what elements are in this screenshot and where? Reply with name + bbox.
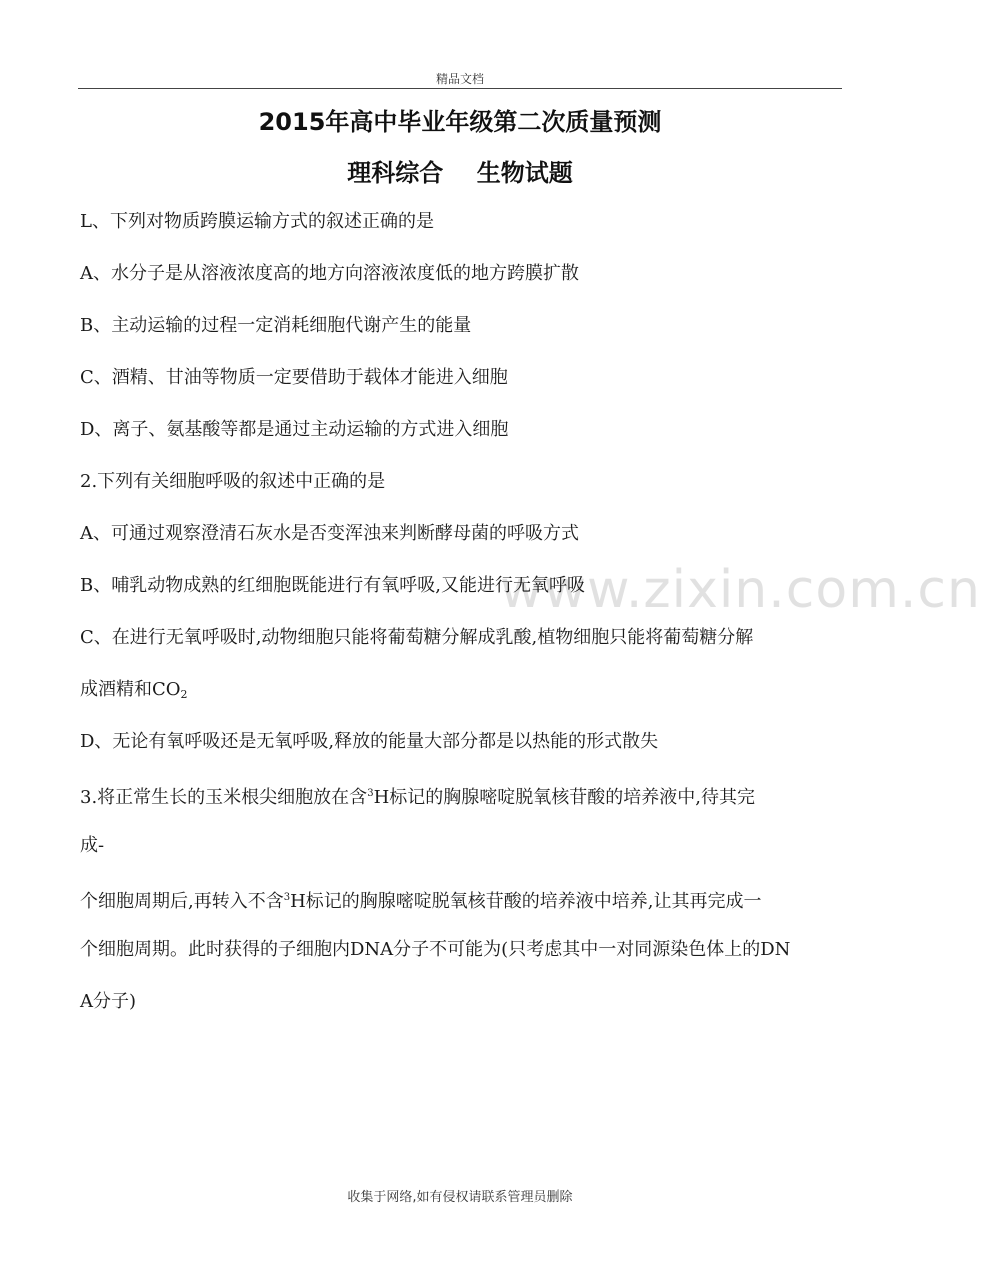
- question-2-option-b: B、哺乳动物成熟的红细胞既能进行有氧呼吸,又能进行无氧呼吸: [80, 575, 585, 596]
- question-2-option-c-line2-text: 成酒精和CO: [80, 679, 181, 700]
- question-1-option-a: A、水分子是从溶液浓度高的地方向溶液浓度低的地方跨膜扩散: [80, 263, 579, 284]
- document-title: 2015年高中毕业年级第二次质量预测: [258, 108, 662, 136]
- question-3-line5: A分子): [80, 991, 137, 1012]
- document-subtitle: 理科综合 生物试题: [347, 159, 573, 187]
- question-3-line1-suffix: H标记的胸腺嘧啶脱氧核苷酸的培养液中,待其完: [373, 787, 755, 808]
- question-2-option-d: D、无论有氧呼吸还是无氧呼吸,释放的能量大部分都是以热能的形式散失: [80, 731, 659, 752]
- page-footer-label: 收集于网络,如有侵权请联系管理员删除: [347, 1190, 573, 1205]
- isotope-superscript: 3: [367, 788, 374, 799]
- question-1-option-d: D、离子、氨基酸等都是通过主动运输的方式进入细胞: [80, 419, 509, 440]
- question-3-line1: [80, 782, 755, 810]
- question-2-option-c-line1: C、在进行无氧呼吸时,动物细胞只能将葡萄糖分解成乳酸,植物细胞只能将葡萄糖分解: [80, 627, 754, 648]
- question-3-line3: [80, 886, 762, 914]
- question-1-option-c: C、酒精、甘油等物质一定要借助于载体才能进入细胞: [80, 367, 508, 388]
- question-3-line1-prefix: 3.将正常生长的玉米根尖细胞放在含: [80, 787, 368, 808]
- watermark: www.zixin.com.cn: [500, 560, 981, 620]
- page-header-label: 精品文档: [435, 72, 484, 86]
- question-1-option-b: B、主动运输的过程一定消耗细胞代谢产生的能量: [80, 315, 472, 336]
- question-3-line3-prefix: 个细胞周期后,再转入不含: [80, 891, 284, 912]
- question-2-option-a: A、可通过观察澄清石灰水是否变浑浊来判断酵母菌的呼吸方式: [80, 523, 579, 544]
- question-3-line4: 个细胞周期。此时获得的子细胞内DNA分子不可能为(只考虑其中一对同源染色体上的DN: [80, 939, 791, 960]
- question-2-stem: 2.下列有关细胞呼吸的叙述中正确的是: [80, 471, 386, 492]
- question-3-line2: 成-: [80, 835, 105, 856]
- question-2-option-c-line2: [80, 678, 188, 707]
- question-1-stem: L、下列对物质跨膜运输方式的叙述正确的是: [80, 211, 434, 232]
- isotope-superscript: 3: [283, 892, 291, 903]
- question-3-line3-suffix: H标记的胸腺嘧啶脱氧核苷酸的培养液中培养,让其再完成一: [290, 891, 762, 912]
- co2-subscript: 2: [180, 688, 188, 701]
- header-divider: [78, 88, 842, 89]
